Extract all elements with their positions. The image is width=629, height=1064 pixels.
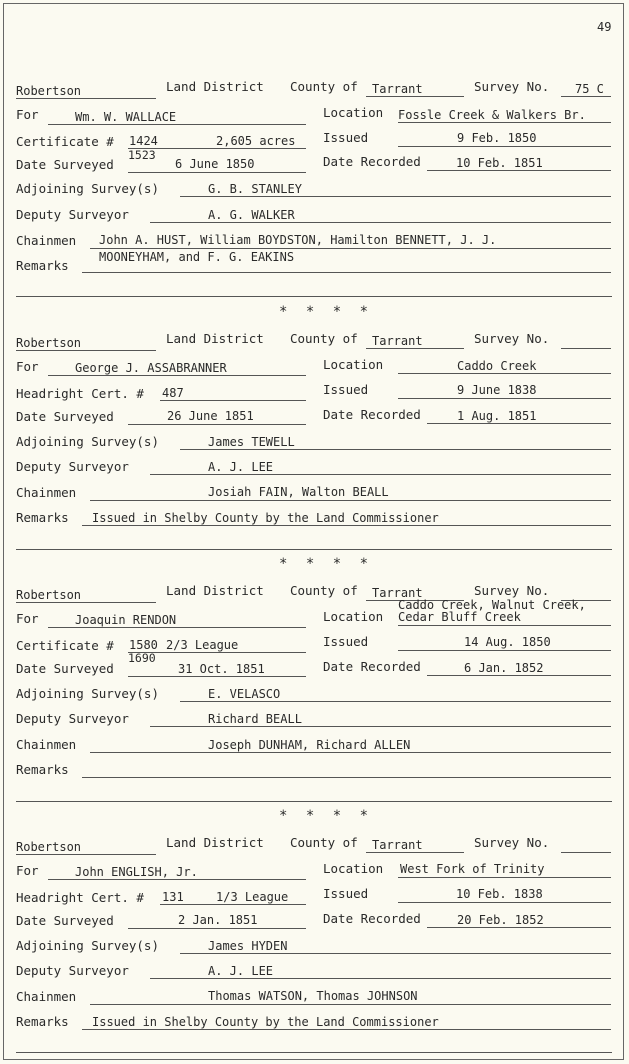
adjoining-value: E. VELASCO (208, 687, 281, 701)
date-recorded-value: 1 Aug. 1851 (457, 409, 537, 423)
adjoining-value: James TEWELL (208, 435, 295, 449)
location-value: Fossle Creek & Walkers Br. (398, 108, 586, 122)
chainmen-line-2: MOONEYHAM, and F. G. EAKINS (99, 250, 295, 264)
county-label: County of (290, 583, 358, 598)
remarks-label: Remarks (16, 510, 69, 525)
issued-value: 9 June 1838 (457, 383, 537, 397)
deputy-label: Deputy Surveyor (16, 711, 129, 726)
certificate-value: 131 (162, 890, 184, 904)
date-surveyed-label: Date Surveyed (16, 661, 114, 676)
certificate-note: 2,605 acres (216, 134, 296, 148)
chainmen-label: Chainmen (16, 737, 77, 752)
chainmen-label: Chainmen (16, 233, 77, 248)
location-line-2: Cedar Bluff Creek (398, 610, 521, 624)
certificate-value: 487 (162, 386, 184, 400)
certificate-sub: 1690 (128, 651, 156, 665)
adjoining-label: Adjoining Survey(s) (16, 938, 159, 953)
district-value: Robertson (16, 840, 82, 854)
issued-label: Issued (323, 382, 369, 397)
location-line-1: Caddo Creek, Walnut Creek, (398, 598, 586, 612)
chainmen-value: Josiah FAIN, Walton BEALL (208, 485, 389, 499)
date-recorded-label: Date Recorded (323, 659, 421, 674)
certificate-value: 1424 (129, 134, 158, 148)
remarks-label: Remarks (16, 1014, 69, 1029)
certificate-note: 2/3 League (166, 638, 239, 652)
land-district-label: Land District (166, 835, 264, 850)
date-surveyed-label: Date Surveyed (16, 409, 114, 424)
date-surveyed-label: Date Surveyed (16, 913, 114, 928)
issued-value: 10 Feb. 1838 (456, 887, 543, 901)
date-recorded-value: 10 Feb. 1851 (456, 156, 543, 170)
certificate-sub: 1523 (128, 148, 156, 162)
record-separator: * * * * (279, 304, 374, 320)
certificate-note: 1/3 League (216, 890, 289, 904)
date-surveyed-value: 31 Oct. 1851 (178, 662, 265, 676)
land-district-label: Land District (166, 79, 264, 94)
issued-label: Issued (323, 886, 369, 901)
for-value: George J. ASSABRANNER (75, 361, 227, 375)
certificate-label: Certificate # (16, 134, 114, 149)
chainmen-label: Chainmen (16, 989, 77, 1004)
chainmen-line-1: John A. HUST, William BOYDSTON, Hamilton BENNETT, J. J. (99, 233, 497, 247)
county-value: Tarrant (372, 838, 423, 852)
location-value: Caddo Creek (457, 359, 537, 373)
location-label: Location (323, 357, 384, 372)
remarks-value: Issued in Shelby County by the Land Commissioner (92, 511, 439, 525)
land-district-label: Land District (166, 583, 264, 598)
for-label: For (16, 107, 39, 122)
survey-no-label: Survey No. (474, 331, 550, 346)
adjoining-label: Adjoining Survey(s) (16, 434, 159, 449)
survey-no-label: Survey No. (474, 79, 550, 94)
certificate-label: Headright Cert. # (16, 386, 144, 401)
date-recorded-value: 6 Jan. 1852 (464, 661, 544, 675)
county-value: Tarrant (372, 334, 423, 348)
date-surveyed-label: Date Surveyed (16, 157, 114, 172)
deputy-label: Deputy Surveyor (16, 459, 129, 474)
district-value: Robertson (16, 84, 82, 98)
location-value: West Fork of Trinity (400, 862, 545, 876)
location-label: Location (323, 609, 384, 624)
date-surveyed-value: 2 Jan. 1851 (178, 913, 258, 927)
for-label: For (16, 611, 39, 626)
certificate-label: Headright Cert. # (16, 890, 144, 905)
certificate-label: Certificate # (16, 638, 114, 653)
chainmen-label: Chainmen (16, 485, 77, 500)
for-value: Joaquin RENDON (75, 613, 177, 627)
date-recorded-label: Date Recorded (323, 154, 421, 169)
date-recorded-label: Date Recorded (323, 407, 421, 422)
remarks-label: Remarks (16, 258, 69, 273)
county-label: County of (290, 331, 358, 346)
county-label: County of (290, 79, 358, 94)
survey-no-value: 75 C (575, 82, 604, 96)
county-value: Tarrant (372, 82, 423, 96)
survey-no-label: Survey No. (474, 583, 550, 598)
adjoining-value: G. B. STANLEY (208, 182, 302, 196)
county-label: County of (290, 835, 358, 850)
deputy-value: A. J. LEE (208, 964, 274, 978)
for-value: Wm. W. WALLACE (75, 110, 177, 124)
adjoining-label: Adjoining Survey(s) (16, 181, 159, 196)
date-surveyed-value: 26 June 1851 (167, 409, 254, 423)
chainmen-value: Thomas WATSON, Thomas JOHNSON (208, 989, 418, 1003)
certificate-value: 1580 (129, 638, 158, 652)
survey-no-label: Survey No. (474, 835, 550, 850)
deputy-value: Richard BEALL (208, 712, 302, 726)
date-surveyed-value: 6 June 1850 (175, 157, 255, 171)
date-recorded-value: 20 Feb. 1852 (457, 913, 544, 927)
chainmen-value: Joseph DUNHAM, Richard ALLEN (208, 738, 411, 752)
remarks-value: Issued in Shelby County by the Land Commissioner (92, 1015, 439, 1029)
adjoining-label: Adjoining Survey(s) (16, 686, 159, 701)
deputy-value: A. G. WALKER (208, 208, 295, 222)
for-label: For (16, 863, 39, 878)
date-recorded-label: Date Recorded (323, 911, 421, 926)
issued-value: 9 Feb. 1850 (457, 131, 537, 145)
adjoining-value: James HYDEN (208, 939, 288, 953)
remarks-label: Remarks (16, 762, 69, 777)
land-district-label: Land District (166, 331, 264, 346)
deputy-label: Deputy Surveyor (16, 963, 129, 978)
for-value: John ENGLISH, Jr. (75, 865, 198, 879)
county-value: Tarrant (372, 586, 423, 600)
for-label: For (16, 359, 39, 374)
page-number: 49 (597, 20, 612, 34)
issued-label: Issued (323, 634, 369, 649)
district-value: Robertson (16, 336, 82, 350)
district-value: Robertson (16, 588, 82, 602)
record-separator: * * * * (279, 556, 374, 572)
deputy-value: A. J. LEE (208, 460, 274, 474)
issued-value: 14 Aug. 1850 (464, 635, 551, 649)
record-separator: * * * * (279, 808, 374, 824)
location-label: Location (323, 861, 384, 876)
issued-label: Issued (323, 130, 369, 145)
location-label: Location (323, 105, 384, 120)
deputy-label: Deputy Surveyor (16, 207, 129, 222)
